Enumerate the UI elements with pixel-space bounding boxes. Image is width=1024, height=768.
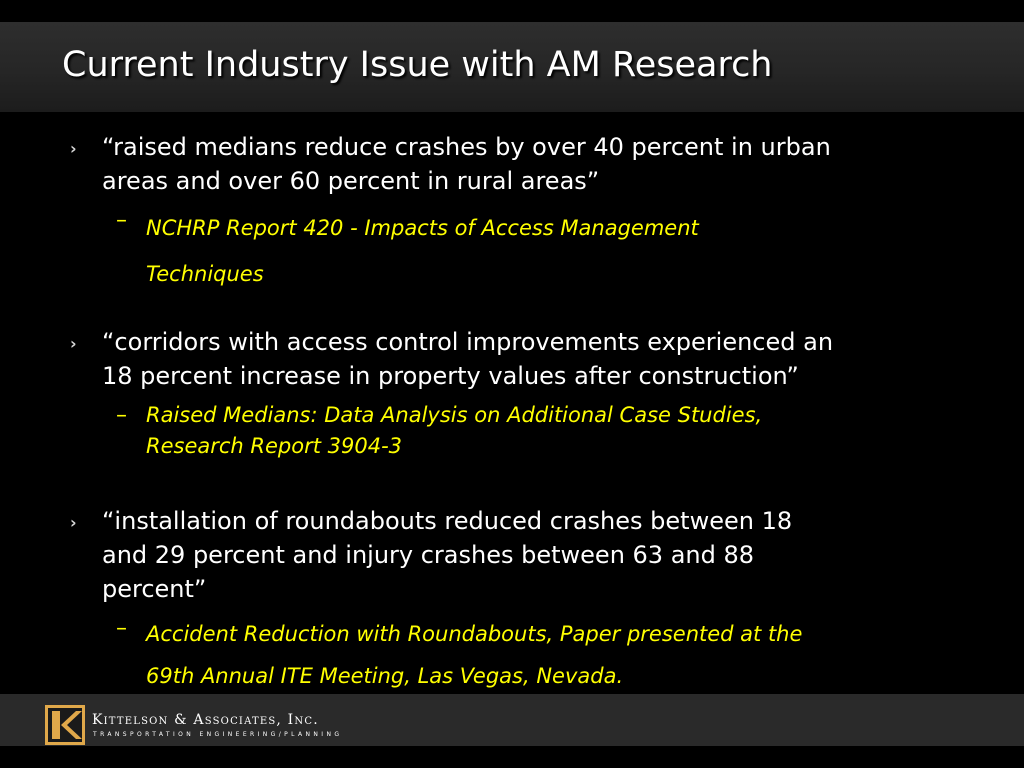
- source-line: 69th Annual ITE Meeting, Las Vegas, Nevada.: [146, 664, 624, 688]
- bullet-text-line: percent”: [102, 575, 207, 603]
- bullet-text-line: areas and over 60 percent in rural areas”: [102, 167, 600, 195]
- bullet-text-line: “installation of roundabouts reduced crashes between 18: [102, 507, 793, 535]
- footer-bottom-strip: [0, 746, 1024, 768]
- bullet-marker: ›: [70, 513, 77, 532]
- bullet-text: [102, 130, 982, 198]
- bullet-text-line: 18 percent increase in property values after construction”: [102, 362, 799, 390]
- bullet-text-line: “corridors with access control improvements experienced an: [102, 328, 834, 356]
- bullet-text: [102, 504, 982, 606]
- bullet-text-line: “raised medians reduce crashes by over 40 percent in urban: [102, 133, 831, 161]
- source-line: NCHRP Report 420 - Impacts of Access Management: [146, 216, 699, 240]
- company-tagline: TRANSPORTATION ENGINEERING/PLANNING: [93, 731, 343, 738]
- source-citation: [146, 400, 966, 462]
- source-line: Techniques: [146, 262, 264, 286]
- source-line: Accident Reduction with Roundabouts, Paper presented at the: [146, 622, 803, 646]
- bullet-marker: ›: [70, 334, 77, 353]
- source-citation: [146, 613, 966, 697]
- source-dash: –: [116, 403, 127, 428]
- source-dash: –: [116, 208, 127, 233]
- source-dash: –: [116, 616, 127, 641]
- bullet-marker: ›: [70, 139, 77, 158]
- bullet-text: [102, 325, 982, 393]
- company-name: Kittelson & Associates, Inc.: [92, 712, 319, 728]
- source-line: Research Report 3904-3: [146, 434, 403, 458]
- source-line: Raised Medians: Data Analysis on Additional Case Studies,: [146, 403, 763, 427]
- source-citation: [146, 205, 966, 297]
- bullet-text-line: and 29 percent and injury crashes between 63 and 88: [102, 541, 755, 569]
- company-logo-icon: [45, 705, 85, 745]
- slide-title: Current Industry Issue with AM Research: [62, 45, 773, 85]
